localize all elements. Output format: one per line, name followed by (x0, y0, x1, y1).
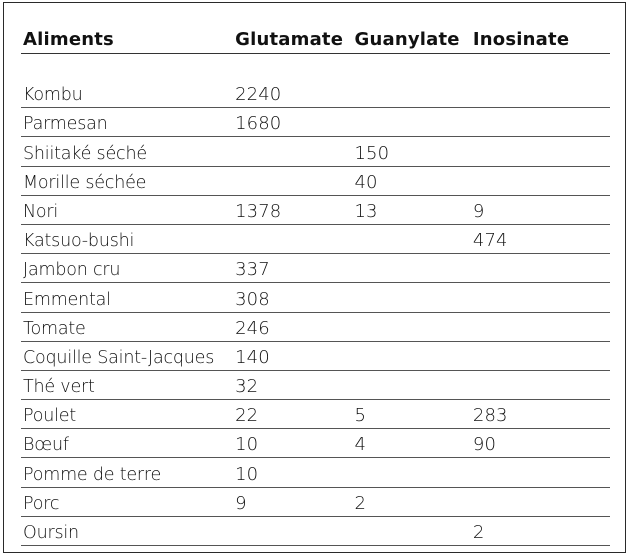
header-aliments: Aliments (23, 29, 114, 50)
cell-inosinate: 474 (472, 230, 508, 252)
cell-aliment: Nori (23, 201, 59, 222)
cell-glutamate: 246 (235, 317, 270, 339)
cell-aliment: Shiitaké séché (23, 143, 147, 164)
cell-inosinate (471, 280, 610, 282)
cell-glutamate: 2240 (235, 84, 282, 106)
cell-glutamate: 1378 (235, 200, 282, 222)
cell-guanylate: 40 (354, 171, 378, 193)
cell-aliment: Pomme de terre (23, 464, 162, 485)
cell-guanylate (353, 485, 471, 487)
table-row (21, 429, 610, 458)
cell-inosinate (471, 310, 610, 312)
table-row (21, 517, 610, 546)
table-row (21, 196, 610, 225)
cell-glutamate (233, 251, 352, 253)
cell-aliment: Tomate (23, 318, 86, 339)
cell-aliment: Oursin (23, 523, 79, 543)
cell-inosinate (471, 397, 610, 399)
cell-inosinate (471, 134, 610, 136)
cell-guanylate (353, 339, 471, 341)
cell-glutamate: 10 (235, 434, 259, 456)
cell-aliment: Jambon cru (23, 260, 121, 281)
cell-glutamate (233, 543, 352, 545)
cell-glutamate (233, 193, 352, 195)
cell-inosinate (471, 485, 610, 487)
cell-inosinate (471, 164, 610, 166)
table-row (21, 167, 610, 196)
cell-glutamate: 22 (235, 405, 259, 427)
header-inosinate: Inosinate (472, 29, 570, 50)
cell-glutamate: 32 (235, 376, 259, 398)
cell-guanylate (353, 280, 471, 282)
cell-guanylate: 2 (354, 492, 367, 514)
header-glutamate: Glutamate (235, 29, 344, 50)
cell-glutamate: 1680 (235, 113, 282, 135)
table-header (21, 26, 610, 54)
cell-glutamate (233, 164, 352, 166)
cell-aliment: Porc (23, 493, 60, 514)
cell-guanylate (353, 105, 471, 107)
cell-aliment: Emmental (23, 289, 111, 310)
table-row (21, 254, 610, 283)
cell-aliment: Morille séchée (23, 172, 147, 193)
table-row (21, 400, 610, 429)
cell-aliment: Bœuf (23, 435, 69, 456)
header-guanylate: Guanylate (354, 29, 460, 50)
table-row (21, 283, 610, 312)
cell-glutamate: 308 (235, 288, 270, 310)
umami-table (21, 26, 610, 546)
table-row (21, 79, 610, 108)
cell-aliment: Poulet (23, 406, 77, 427)
cell-guanylate (353, 310, 471, 312)
table-row (21, 137, 610, 166)
table-row (21, 342, 610, 371)
cell-guanylate (353, 134, 471, 136)
cell-guanylate (353, 397, 471, 399)
cell-inosinate: 2 (472, 522, 485, 543)
cell-glutamate: 9 (235, 492, 247, 514)
cell-inosinate: 9 (472, 200, 485, 222)
table-row (21, 488, 610, 517)
cell-inosinate: 90 (472, 434, 496, 456)
header-spacer (21, 54, 610, 79)
table-row (21, 458, 610, 487)
table-row (21, 313, 610, 342)
cell-inosinate (471, 193, 610, 195)
table-body (21, 79, 610, 546)
cell-inosinate: 283 (472, 405, 508, 427)
cell-aliment: Katsuo-bushi (23, 231, 135, 252)
cell-guanylate (353, 251, 471, 253)
cell-guanylate: 4 (354, 434, 367, 456)
cell-guanylate: 13 (354, 200, 378, 222)
cell-inosinate (471, 105, 610, 107)
cell-aliment: Coquille Saint-Jacques (23, 347, 215, 368)
cell-guanylate: 5 (354, 405, 367, 427)
table-row (21, 371, 610, 400)
cell-aliment: Parmesan (23, 114, 108, 135)
cell-aliment: Kombu (23, 85, 83, 106)
cell-aliment: Thé vert (23, 377, 95, 398)
cell-guanylate (353, 543, 471, 545)
table-row (21, 225, 610, 254)
cell-guanylate: 150 (354, 142, 390, 164)
cell-glutamate: 10 (235, 463, 259, 485)
cell-guanylate (353, 368, 471, 370)
cell-inosinate (471, 514, 610, 516)
cell-inosinate (471, 368, 610, 370)
table-row (21, 108, 610, 137)
cell-glutamate: 140 (235, 346, 270, 368)
cell-inosinate (471, 339, 610, 341)
cell-glutamate: 337 (235, 259, 270, 281)
